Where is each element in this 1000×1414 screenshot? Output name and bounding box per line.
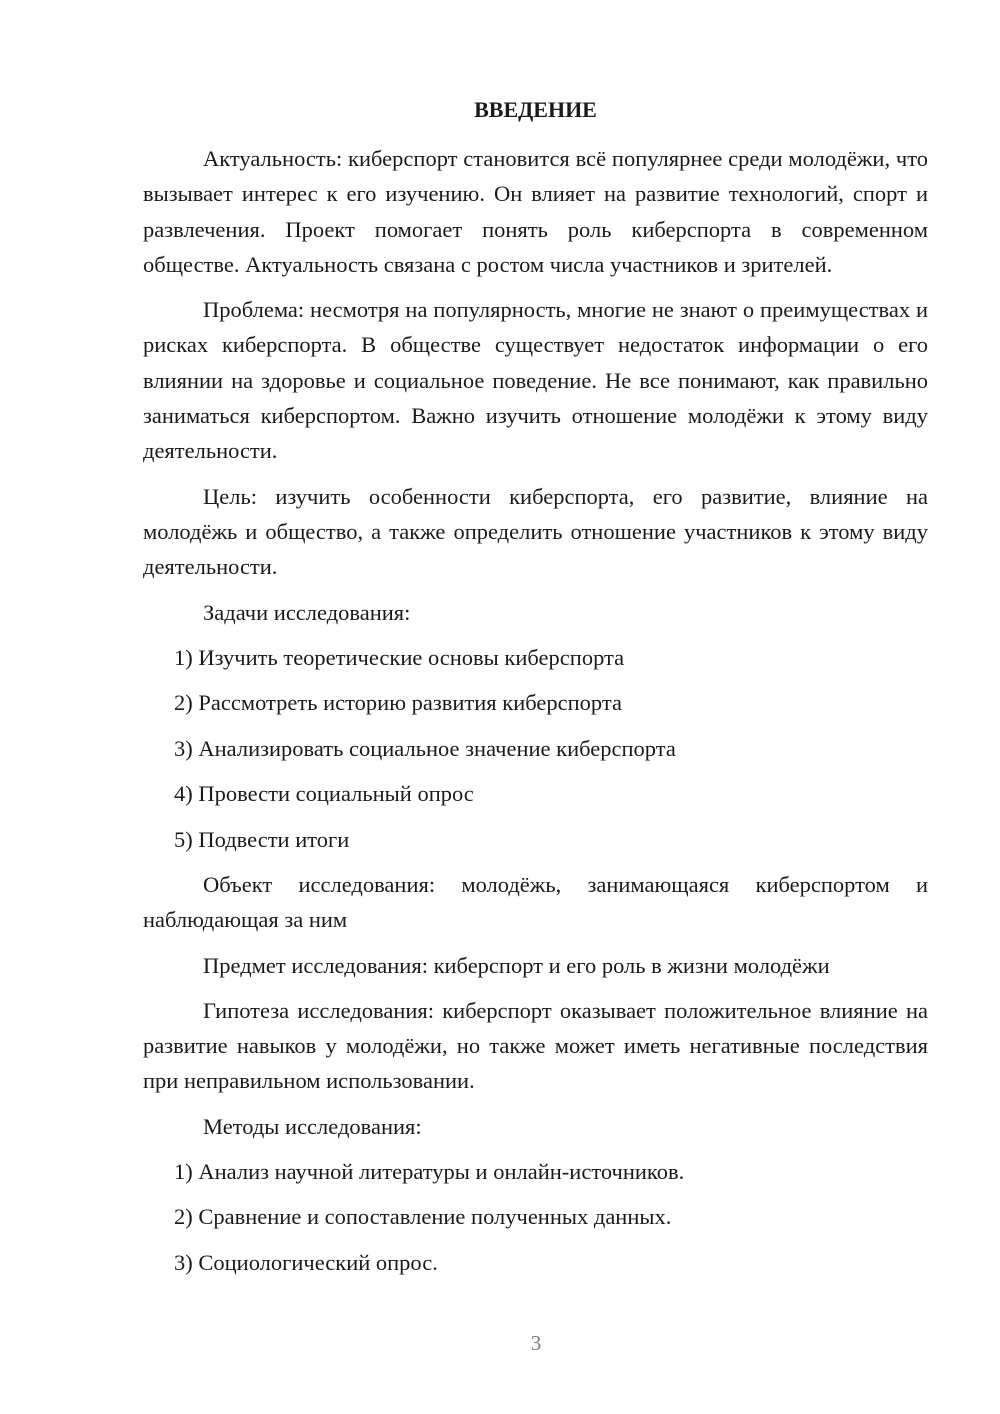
tasks-label: Задачи исследования: xyxy=(203,599,411,625)
methods-label: Методы исследования: xyxy=(203,1113,422,1139)
hypothesis-paragraph: Гипотеза исследования: киберспорт оказывает положительное влияние на развитие навыков у молодёжи, но также может иметь негативные последствия при неправильном использовании. xyxy=(143,997,928,1094)
goal-paragraph: Цель: изучить особенности киберспорта, его развитие, влияние на молодёжь и общество, а также определить отношение участников к этому виду деятельности. xyxy=(143,483,928,580)
subject-paragraph: Предмет исследования: киберспорт и его роль в жизни молодёжи xyxy=(203,952,830,978)
tasks-list xyxy=(143,640,928,857)
page-body xyxy=(143,92,928,1290)
methods-list xyxy=(143,1154,928,1280)
list-item: 2) Сравнение и сопоставление полученных данных. xyxy=(174,1204,672,1230)
list-item: 3) Анализировать социальное значение киберспорта xyxy=(174,735,676,761)
list-item: 5) Подвести итоги xyxy=(174,826,350,852)
problem-paragraph: Проблема: несмотря на популярность, многие не знают о преимуществах и рисках киберспорта. В обществе существует недостаток информации о его влиянии на здоровье и социальное поведение. Не все понимают, как правильно заниматься киберспортом. Важно изучить отношение молодёжи к этому виду деятельности. xyxy=(143,297,928,464)
list-item: 1) Анализ научной литературы и онлайн-источников. xyxy=(174,1158,685,1184)
list-item: 2) Рассмотреть историю развития киберспорта xyxy=(174,690,622,716)
list-item: 3) Социологический опрос. xyxy=(174,1249,438,1275)
object-paragraph: Объект исследования: молодёжь, занимающаяся киберспортом и наблюдающая за ним xyxy=(143,872,928,933)
relevance-paragraph: Актуальность: киберспорт становится всё популярнее среди молодёжи, что вызывает интерес к его изучению. Он влияет на развитие технологий, спорт и развлечения. Проект помогает понять роль киберспорта в современном обществе. Актуальность связана с ростом числа участников и зрителей. xyxy=(143,146,928,277)
list-item: 1) Изучить теоретические основы киберспорта xyxy=(174,644,625,670)
section-heading: ВВЕДЕНИЕ xyxy=(474,97,597,122)
list-item: 4) Провести социальный опрос xyxy=(174,781,474,807)
page-number: 3 xyxy=(530,1331,542,1355)
